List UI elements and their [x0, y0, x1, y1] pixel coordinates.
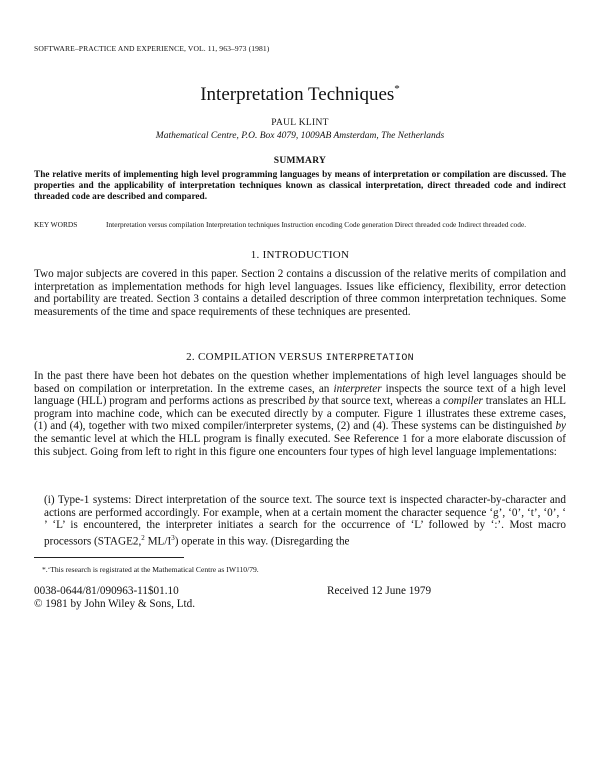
p1-text-3: that source text, whereas a	[318, 395, 444, 408]
keywords-label: KEY WORDS	[34, 220, 78, 229]
section-1-body: Two major subjects are covered in this paper. Section 2 contains a discussion of the relative merits of compilation and interpretation as implementation methods for high level languages. Issues like efficiency, flexibility, error detection and portability are treated. Section 3 contains a detailed description of three common interpretation techniques. Some measurements of the time and space requirements of these techniques are presented.	[34, 268, 566, 318]
title-text: Interpretation Techniques	[200, 84, 395, 105]
p2-ref-1: 2	[141, 533, 145, 542]
p1-text-4: translates an HLL program into machine code, which can be executed directly by a computer. Figure 1 illustrates these extreme cases, (1) and (4), together with two mixed compiler/interpreter systems, (2) and (4). These systems can be distinguished	[34, 395, 566, 433]
p2-ref-2: 3	[171, 533, 175, 542]
section-2-heading-prefix: 2. COMPILATION VERSUS	[186, 351, 326, 363]
footer-left	[34, 585, 195, 611]
p2-text-2: ML/I	[144, 535, 172, 548]
p1-text-1: In the past there have been hot debates on the question whether implementations of high level languages should be based on compilation or interpretation. In the extreme cases, an	[34, 370, 566, 395]
footnote-rule	[34, 557, 184, 558]
footer-received: Received 12 June 1979	[327, 585, 432, 597]
title-footnote-mark: *	[394, 83, 400, 95]
section-2-heading-suffix: INTERPRETATION	[325, 353, 414, 364]
section-2-paragraph-1	[34, 370, 566, 458]
p1-text-2: inspects the source text of a high level language (HLL) program and performs actions as prescribed	[34, 382, 566, 408]
p2-text-1: (i) Type-1 systems: Direct interpretation of the source text. The source text is inspected character-by-character and actions are performed accordingly. For example, when at a certain moment the character sequence ‘g’, ‘0’, ‘t’, ‘0’, ‘ ’ ‘L’ is encountered, the interpreter initiates a search for the occurrence of ‘L’ followed by ‘:’. Most macro processors (STAGE2,	[44, 494, 566, 548]
summary-heading: SUMMARY	[273, 156, 327, 166]
keywords-text: Interpretation versus compilation Interpretation techniques Instruction encoding Code generation Direct threaded code Indirect threaded code.	[106, 220, 527, 229]
section-1-heading: 1. INTRODUCTION	[250, 249, 350, 261]
running-head: SOFTWARE–PRACTICE AND EXPERIENCE, VOL. 11, 963–973 (1981)	[34, 44, 270, 53]
section-2-paragraph-2	[34, 494, 566, 548]
footer-copyright: © 1981 by John Wiley & Sons, Ltd.	[34, 598, 196, 610]
footer-code: 0038-0644/81/090963-11$01.10	[34, 585, 179, 597]
p1-em-by-1: by	[308, 395, 319, 408]
p1-em-interpreter: interpreter	[333, 382, 382, 395]
p2-text-3: ) operate in this way. (Disregarding the	[174, 535, 350, 548]
p1-em-compiler: compiler	[443, 395, 483, 408]
author-name: PAUL KLINT	[271, 118, 329, 128]
p1-text-5: the semantic level at which the HLL program is finally executed. See Reference 1 for a more elaborate discussion of this subject. Going from left to right in this figure one encounters four types of high level language implementations:	[34, 432, 566, 458]
paper-title	[0, 83, 600, 106]
p1-em-by-2: by	[555, 420, 566, 433]
summary-text: The relative merits of implementing high level programming languages by means of interpretation or compilation are discussed. The properties and the applicability of interpretation techniques known as classical interpretation, direct threaded code and indirect threaded code are described and compared.	[34, 170, 566, 202]
author-affiliation: Mathematical Centre, P.O. Box 4079, 1009AB Amsterdam, The Netherlands	[155, 131, 445, 141]
section-2-heading	[0, 351, 600, 364]
footnote: *.‘This research is registrated at the Mathematical Centre as IW110/79.	[42, 565, 259, 574]
